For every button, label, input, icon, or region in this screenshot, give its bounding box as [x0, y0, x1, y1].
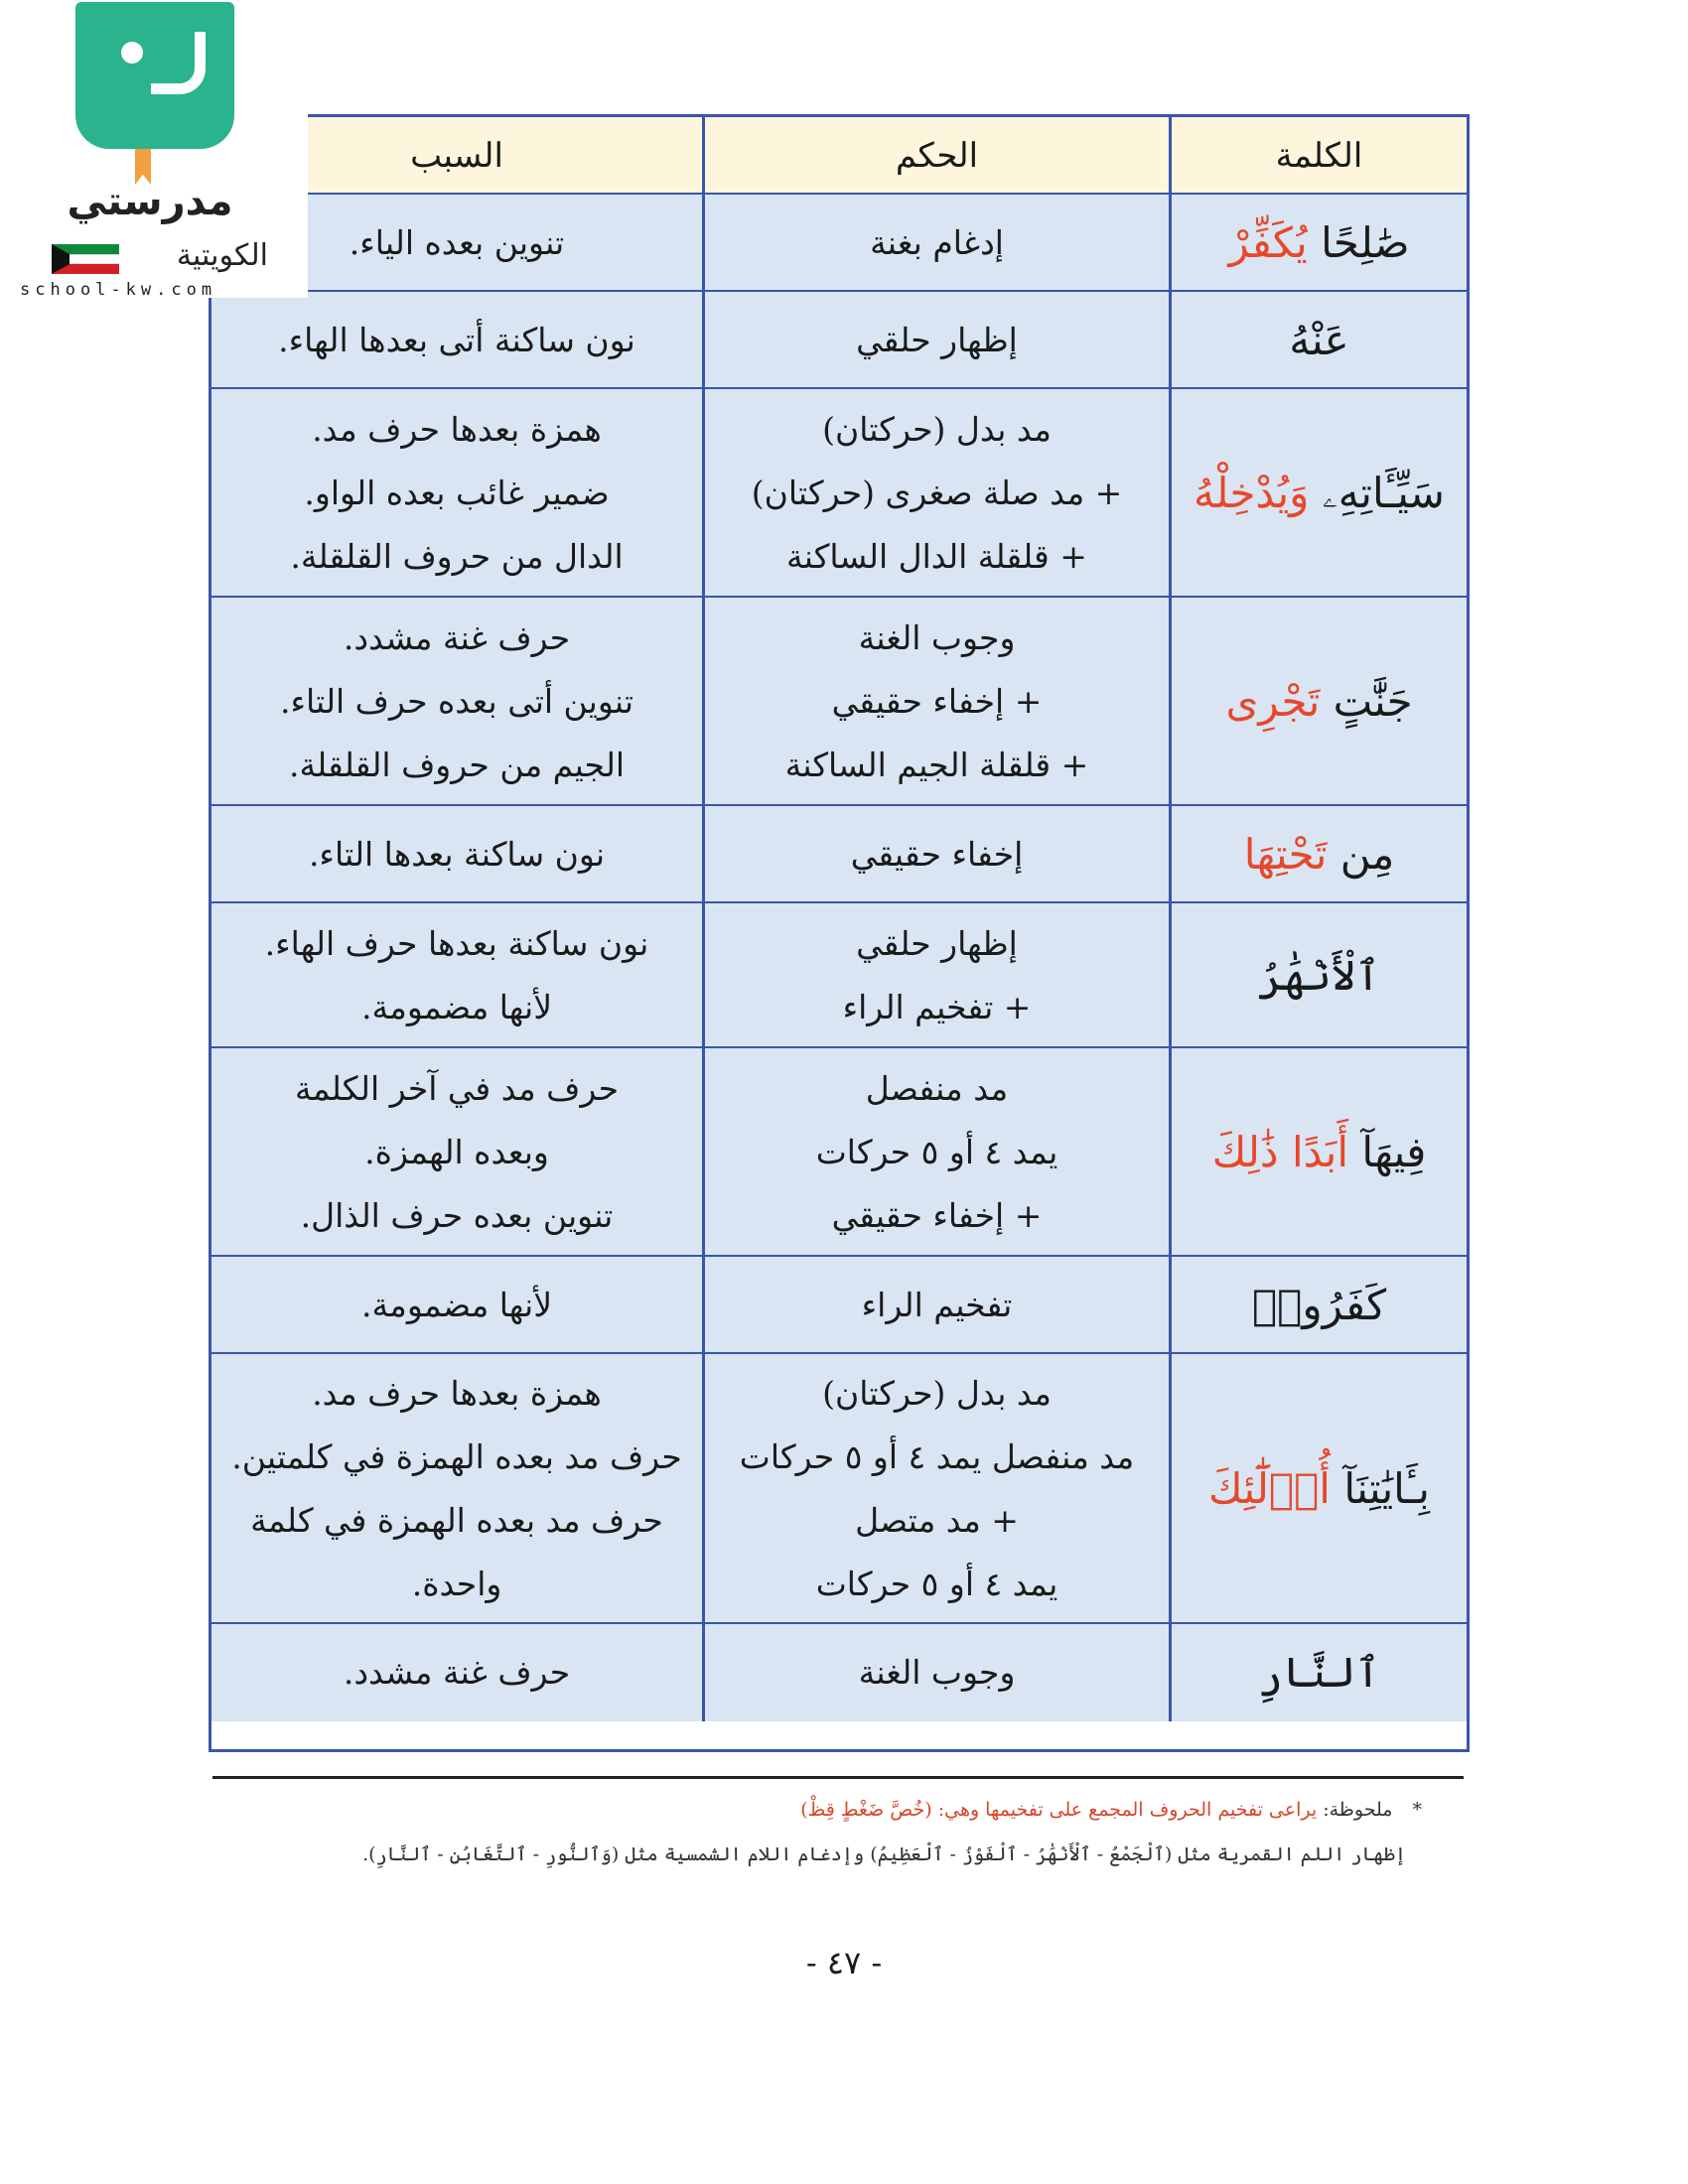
rule-line: تفخيم الراء: [861, 1286, 1013, 1324]
word-a: كَفَرُوا۟: [1251, 1281, 1387, 1329]
word-line: [1258, 944, 1380, 1008]
cell-word: [1169, 1048, 1467, 1257]
reason-line: همزة بعدها حرف مد.: [312, 410, 602, 449]
word-b: تَجْرِى: [1225, 677, 1321, 726]
cell-rule: [702, 389, 1169, 598]
rule-line: مد منفصل يمد ٤ أو ٥ حركات: [739, 1437, 1135, 1476]
table-row: [211, 292, 1467, 389]
reason-line: الدال من حروف القلقلة.: [290, 537, 624, 576]
rule-line: وجوب الغنة: [858, 1653, 1016, 1692]
cell-rule: [702, 292, 1169, 389]
cell-reason: [211, 903, 702, 1048]
word-line: [1225, 670, 1412, 734]
cell-rule: [702, 806, 1169, 903]
cell-rule: [702, 1624, 1169, 1721]
cell-reason: [211, 598, 702, 806]
header-word: الكلمة: [1169, 117, 1467, 195]
table-row: [211, 1354, 1467, 1624]
rule-line: مد بدل (حركتان): [822, 1374, 1052, 1413]
logo-smile: [151, 32, 206, 94]
cell-rule: [702, 903, 1169, 1048]
table-row: [211, 1048, 1467, 1257]
logo-subtitle: الكويتية: [176, 238, 268, 273]
table-row: [211, 1257, 1467, 1354]
footnote-line-2: إظهار اللم القمرية مثل (ٱلْجَمْعُ - ٱلْأَنْهَٰرُ - ٱلْفَوْزُ - ٱلْعَظِيمُ) وإدغام اللام الشمسية مثل (وَٱلنُّورِ - ٱلتَّغَابُنِ - ٱلنَّارِ).: [362, 1843, 1406, 1865]
cell-reason: [211, 389, 702, 598]
rule-line: + مد متصل: [855, 1501, 1019, 1540]
cell-rule: [702, 195, 1169, 292]
header-reason: السبب: [211, 117, 702, 195]
reason-line: همزة بعدها حرف مد.: [312, 1374, 602, 1413]
rule-line: وجوب الغنة: [858, 618, 1016, 657]
word-a: عَنْهُ: [1289, 316, 1349, 364]
cell-word: [1169, 292, 1467, 389]
cell-reason: [211, 1048, 702, 1257]
cell-word: [1169, 389, 1467, 598]
footnote-letters: (خُصَّ ضَغْطٍ قِظْ): [800, 1799, 932, 1821]
word-line: [1258, 1641, 1380, 1705]
page-number: - ٤٧ -: [805, 1944, 883, 1981]
word-line: [1252, 1274, 1386, 1337]
reason-line: لأنها مضمومة.: [360, 988, 553, 1026]
word-b: أَبَدًا ذَٰلِكَ: [1211, 1128, 1349, 1176]
cell-reason: [211, 1624, 702, 1721]
word-b: أُو۟لَٰٓئِكَ: [1208, 1464, 1331, 1513]
table-row: [211, 903, 1467, 1048]
logo-title: مدرستي: [67, 179, 233, 224]
footnote-star: *: [1412, 1799, 1422, 1821]
cell-reason: [211, 292, 702, 389]
logo-dot: [121, 42, 143, 64]
rule-line: + قلقلة الدال الساكنة: [786, 537, 1087, 576]
cell-word: [1169, 1354, 1467, 1624]
rule-line: إدغام بغنة: [870, 223, 1004, 262]
rule-line: + إخفاء حقيقي: [831, 682, 1043, 721]
reason-line: حرف مد بعده الهمزة في كلمتين.: [231, 1437, 682, 1476]
logo: [0, 0, 308, 298]
cell-word: [1169, 195, 1467, 292]
rule-line: + تفخيم الراء: [842, 988, 1032, 1026]
table-row: [211, 806, 1467, 903]
cell-word: [1169, 1624, 1467, 1721]
logo-icon: [75, 2, 234, 149]
tajweed-table: [209, 114, 1470, 1752]
reason-line: لأنها مضمومة.: [360, 1286, 553, 1324]
reason-line: حرف مد بعده الهمزة في كلمة: [250, 1501, 663, 1540]
word-a: سَيِّـَٔاتِهِۦ: [1322, 469, 1445, 517]
word-a: صَٰلِحًا: [1321, 218, 1410, 267]
cell-word: [1169, 598, 1467, 806]
footnote-label: ملحوظة:: [1323, 1799, 1393, 1821]
reason-line: حرف مد في آخر الكلمة: [295, 1069, 619, 1108]
kuwait-flag-icon: [52, 244, 119, 274]
rule-line: إظهار حلقي: [856, 321, 1018, 359]
rule-line: + قلقلة الجيم الساكنة: [784, 746, 1089, 784]
reason-line: تنوين أتى بعده حرف التاء.: [279, 682, 634, 721]
word-a: جَنَّٰتٍ: [1333, 677, 1413, 726]
table-row: [211, 598, 1467, 806]
cell-word: [1169, 903, 1467, 1048]
rule-line: + مد صلة صغرى (حركتان): [751, 474, 1123, 512]
table-row: [211, 195, 1467, 292]
reason-line: واحدة.: [411, 1565, 502, 1603]
rule-line: يمد ٤ أو ٥ حركات: [815, 1133, 1058, 1171]
logo-url: school-kw.com: [20, 280, 217, 300]
cell-rule: [702, 1048, 1169, 1257]
reason-line: نون ساكنة أتى بعدها الهاء.: [278, 321, 635, 359]
word-b: تَحْتِهَا: [1243, 830, 1328, 879]
word-b: يُكَفِّرْ: [1228, 218, 1308, 267]
rule-line: + إخفاء حقيقي: [831, 1196, 1043, 1235]
word-line: [1194, 462, 1445, 525]
rule-line: إخفاء حقيقي: [850, 835, 1024, 874]
reason-line: حرف غنة مشدد.: [343, 618, 571, 657]
footnote-text-1: يراعى تفخيم الحروف المجمع على تفخيمها وهي:: [937, 1799, 1318, 1821]
word-a: بِـَٔايَٰتِنَآ: [1343, 1464, 1430, 1513]
reason-line: وبعده الهمزة.: [364, 1133, 549, 1171]
reason-line: تنوين بعده الياء.: [349, 223, 565, 262]
rule-line: مد بدل (حركتان): [822, 410, 1052, 449]
word-a: فِيهَآ: [1361, 1128, 1427, 1176]
reason-line: ضمير غائب بعده الواو.: [304, 474, 610, 512]
cell-rule: [702, 598, 1169, 806]
word-line: [1212, 1121, 1427, 1184]
reason-line: حرف غنة مشدد.: [343, 1653, 571, 1692]
table-row: [211, 389, 1467, 598]
rule-line: مد منفصل: [865, 1069, 1009, 1108]
table-row: [211, 1624, 1467, 1721]
cell-reason: [211, 1354, 702, 1624]
word-b: وَيُدْخِلْهُ: [1194, 469, 1310, 517]
cell-reason: [211, 1257, 702, 1354]
cell-word: [1169, 1257, 1467, 1354]
reason-line: نون ساكنة بعدها حرف الهاء.: [264, 924, 649, 963]
reason-line: الجيم من حروف القلقلة.: [288, 746, 626, 784]
footnote-divider: [212, 1776, 1464, 1779]
header-rule: الحكم: [702, 117, 1169, 195]
reason-line: نون ساكنة بعدها التاء.: [308, 835, 606, 874]
rule-line: إظهار حلقي: [856, 924, 1018, 963]
word-line: [1208, 1457, 1430, 1521]
table-header-row: [211, 117, 1467, 195]
cell-reason: [211, 806, 702, 903]
word-line: [1289, 309, 1348, 372]
rule-line: يمد ٤ أو ٥ حركات: [815, 1565, 1058, 1603]
word-line: [1244, 823, 1394, 887]
cell-word: [1169, 806, 1467, 903]
word-a: ٱلْأَنْهَٰرُ: [1257, 951, 1381, 1000]
word-a: ٱلنَّارِ: [1257, 1648, 1381, 1697]
cell-rule: [702, 1354, 1169, 1624]
cell-rule: [702, 1257, 1169, 1354]
word-a: مِن: [1339, 830, 1395, 879]
footnote-line-1: [800, 1799, 1422, 1821]
reason-line: تنوين بعده حرف الذال.: [300, 1196, 614, 1235]
word-line: [1228, 211, 1409, 275]
